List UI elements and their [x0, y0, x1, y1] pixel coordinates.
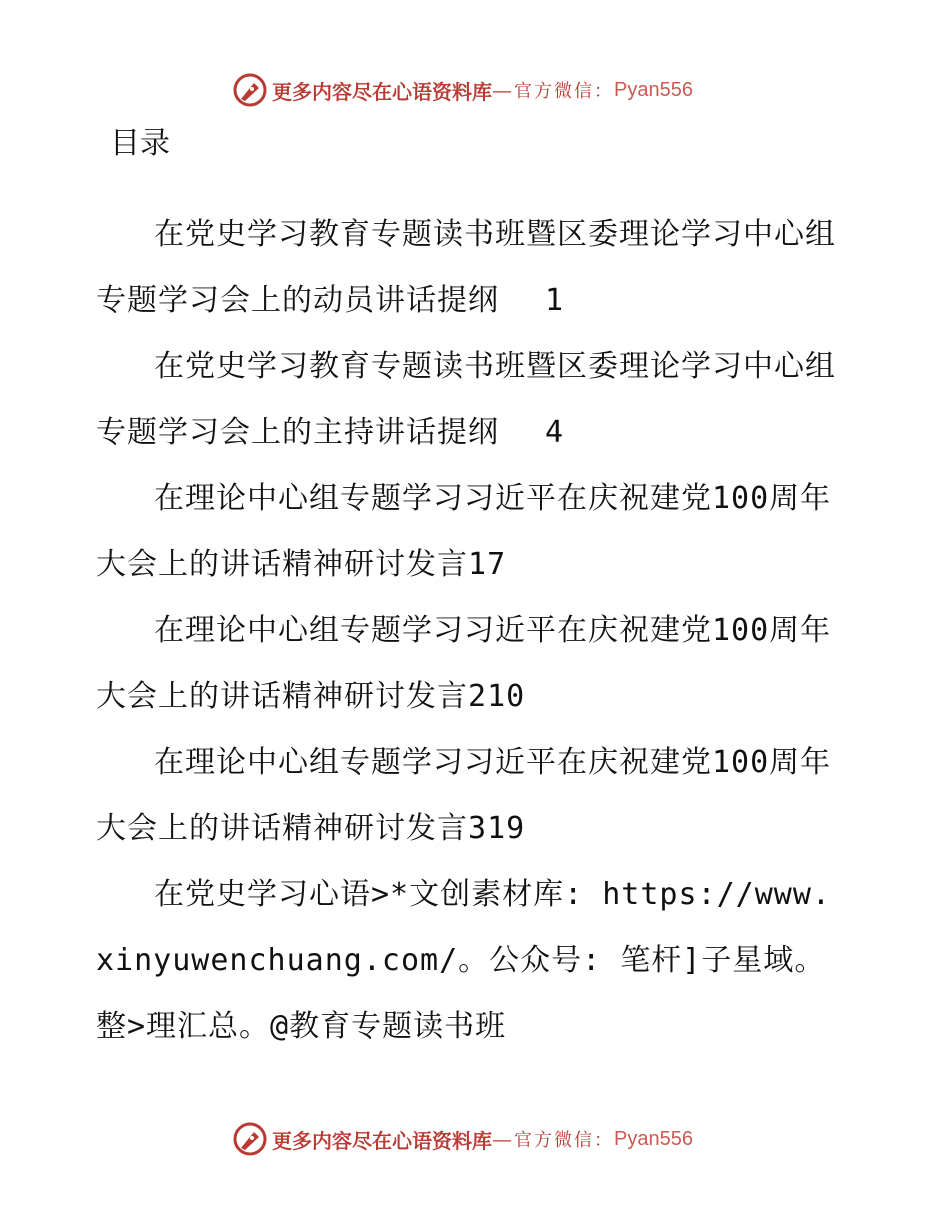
watermark-separator: —	[492, 1127, 512, 1151]
toc-entry	[96, 202, 836, 334]
pen-nib-circle-icon	[232, 1121, 268, 1157]
toc-entry-page: 10	[487, 679, 526, 714]
toc-title: 目录	[110, 126, 170, 161]
toc-entry	[96, 334, 836, 466]
document-body	[96, 122, 836, 1060]
watermark-official-label: 官方微信：	[514, 81, 614, 102]
toc-note: 在党史学习心语>*文创素材库: https://www.xinyuwenchuang.com/。公众号: 笔杆]子星域。整>理汇总。@教育专题读书班	[96, 877, 831, 1044]
toc-entry-page: 1	[545, 283, 565, 318]
toc-entry-page: 4	[545, 415, 565, 450]
toc-entry-text: 在理论中心组专题学习习近平在庆祝建党100周年大会上的讲话精神研讨发言3	[96, 745, 832, 846]
watermark-separator: —	[492, 78, 512, 102]
toc-entry-text: 在党史学习教育专题读书班暨区委理论学习中心组专题学习会上的主持讲话提纲	[96, 349, 836, 450]
watermark-wechat-id: Pyan556	[614, 78, 693, 101]
footer-watermark	[232, 1121, 693, 1157]
toc-entry-page: 19	[487, 811, 526, 846]
toc-entry-text: 在理论中心组专题学习习近平在庆祝建党100周年大会上的讲话精神研讨发言2	[96, 613, 832, 714]
watermark-brand-text: 更多内容尽在心语资料库	[272, 79, 492, 104]
toc-entry-text: 在理论中心组专题学习习近平在庆祝建党100周年大会上的讲话精神研讨发言1	[96, 481, 832, 582]
watermark-wechat-id: Pyan556	[614, 1127, 693, 1150]
toc-entry-page: 7	[487, 547, 507, 582]
toc-entry-text: 在党史学习教育专题读书班暨区委理论学习中心组专题学习会上的动员讲话提纲	[96, 217, 836, 318]
watermark-official-label: 官方微信：	[514, 1130, 614, 1151]
pen-nib-circle-icon	[232, 72, 268, 108]
watermark-brand-text: 更多内容尽在心语资料库	[272, 1128, 492, 1153]
toc-entry	[96, 730, 836, 862]
toc-entry	[96, 598, 836, 730]
toc-entry	[96, 466, 836, 598]
header-watermark	[232, 72, 693, 108]
